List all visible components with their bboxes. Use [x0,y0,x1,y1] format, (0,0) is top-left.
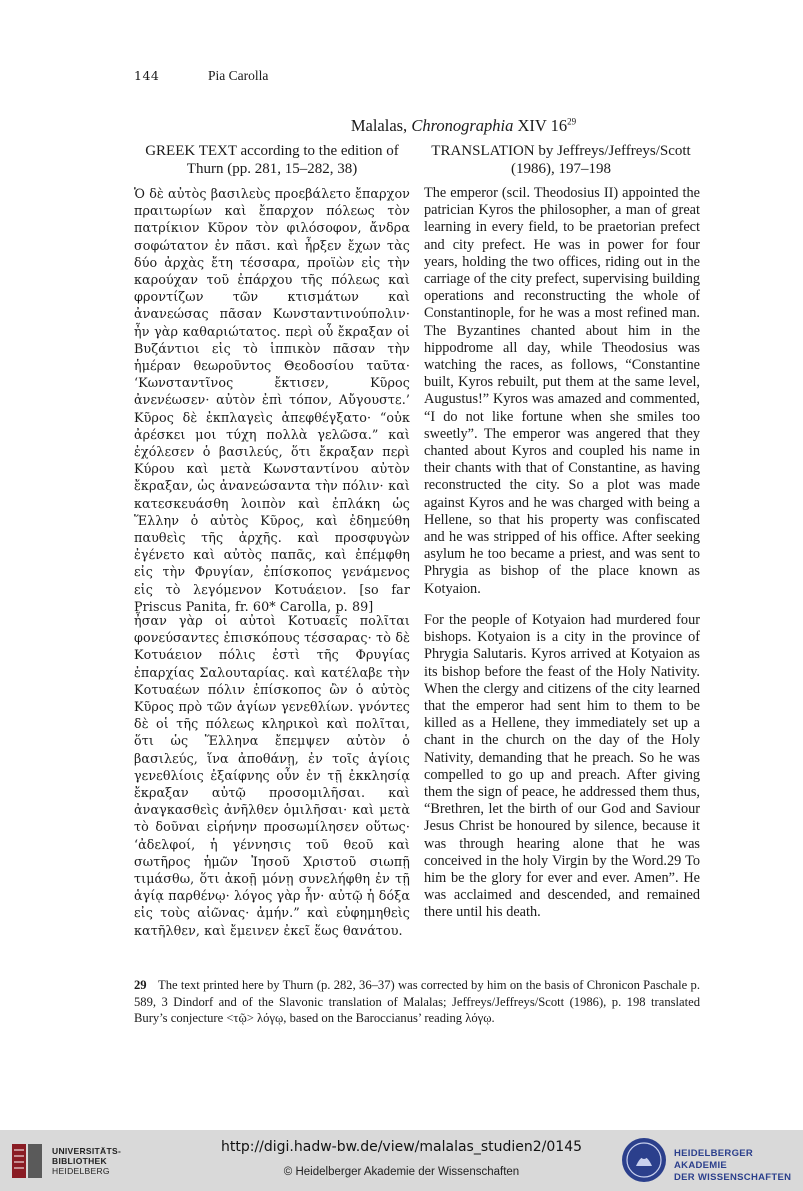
footnote [134,977,700,1027]
academy-logo-line-2: DER WISSENSCHAFTEN [674,1172,792,1183]
running-author: Pia Carolla [207,68,269,83]
greek-paragraph-2: ἦσαν γὰρ οἱ αὐτοὶ Κοτυαεῖς πολῖται φονεύσαντες ἐπισκόπους τέσσαρας· τὸ δὲ Κοτυάειον πόλις ἐστὶ τῆς Φρυγίας ἐπαρχίας Σαλουταρίας. καὶ κατέλαβε τὴν Κοτυαέων πόλιν ἐπίσκοπος ὢν ὁ αὐτὸς Κῦρος πρὸ τῶν ἁγίων γενεθλίων. γνόντες δὲ οἱ τῆς πόλεως κληρικοὶ καὶ πολῖται, ὅτι ὡς Ἕλληνα ἔπεμψεν αὐτὸν ὁ βασιλεύς, ἵνα ἀποθάνῃ, ἐν τοῖς ἁγίοις γενεθλίοις ἐξαίφνης οὖν ἐν τῇ ἐκκλησίᾳ ἔκραξαν αὐτῷ προσομιλῆσαι. καὶ ἀναγκασθεὶς ἀνῆλθεν ὁμιλῆσαι· καὶ μετὰ τὸ δοῦναι εἰρήνην προσωμίλησεν οὕτως· ‘ἀδελφοί, ἡ γέννησις τοῦ θεοῦ καὶ σωτῆρος ἡμῶν Ἰησοῦ Χριστοῦ σιωπῇ τιμάσθω, ὅτι ἀκοῇ μόνῃ συνελήφθη ἐν τῇ ἁγίᾳ παρθένῳ· λόγος γὰρ ἦν· αὐτῷ ἡ δόξα εἰς τοὺς αἰῶνας· ἀμήν.” καὶ εὐφημηθεὶς κατῆλθεν, καὶ ἔμεινεν ἐκεῖ ἕως θανάτου. [134,613,410,938]
library-logo-line-1: UNIVERSITÄTS- [52,1146,122,1156]
permalink-url[interactable]: http://digi.hadw-bw.de/view/malalas_studien2/0145 [220,1139,583,1155]
translation-column-heading: TRANSLATION by Jeffreys/Jeffreys/Scott (1986), 197–198 [431,143,691,177]
academy-seal-icon [620,1136,668,1184]
academy-logo[interactable] [620,1136,800,1186]
library-logo-line-3: HEIDELBERG [52,1166,110,1176]
footnote-number: 29 [134,978,147,992]
title-work: Chronographia [411,116,514,135]
section-title [62,116,803,136]
academy-logo-text [674,1148,800,1184]
title-footnote-ref[interactable]: 29 [567,116,577,127]
translation-paragraph-2: For the people of Kotyaion had murdered four bishops. Kotyaion is a city in the province of Phrygia Salutaris. Kyros arrived at Kotyaion as its bishop before the feast of the Holy Nativity. When the clergy and citizens of the city learned that the emperor had sent him to them to be killed as a Hellene, they immediately set up a chant in the church on the day of the Holy Nativity, demanding that he preach. So he was compelled to go up and preach. After giving them the sign of peace, he addressed them thus, “Brethren, let the birth of our God and Saviour Jesus Christ be honoured by silence, because it was through hearing alone that he was conceived in the holy Virgin by the Word.29 To him be the glory for ever and ever. Amen”. He was acclaimed and descended, and remained there until his death. [424,612,700,921]
greek-paragraph-1: Ὁ δὲ αὐτὸς βασιλεὺς προεβάλετο ἔπαρχον πραιτωρίων καὶ ἔπαρχον πόλεως τὸν πατρίκιον Κῦρον τὸν φιλόσοφον, ἄνδρα σοφώτατον ἐν πᾶσι. καὶ ἦρξεν ἔχων τὰς δύο ἀρχὰς ἔτη τέσσαρα, προϊὼν εἰς τὴν καρούχαν τοῦ ἐπάρχου τῆς πόλεως καὶ φροντίζων τῶν κτισμάτων καὶ ἀνανεώσας πᾶσαν Κωνσταντινούπολιν· ἦν γὰρ καθαριώτατος. περὶ οὗ ἔκραξαν οἱ Βυζάντιοι εἰς τὸ ἱππικὸν πᾶσαν τὴν ἡμέραν θεωροῦντος Θεοδοσίου ταῦτα· ‘Κωνσταντῖνος ἔκτισεν, Κῦρος ἀνενέωσεν· αὐτὸν ἐπὶ τόπον, Αὔγουστε.’ Κῦρος δὲ ἐκπλαγεὶς ἀπεφθέγξατο· “οὐκ ἀρέσκει μοι τύχη πολλὰ γελῶσα.” καὶ ἐχόλεσεν ὁ βασιλεύς, ὅτι ἔκραξαν περὶ Κύρου καὶ μετὰ Κωνσταντίνου αὐτὸν ἔκραξαν, ὡς ἀνανεώσαντα τὴν πόλιν· καὶ κατεσκευάσθη λοιπὸν καὶ ἐπλάκη ὡς Ἕλλην ὁ αὐτὸς Κῦρος, καὶ ἐδημεύθη παυθεὶς τῆς ἀρχῆς. καὶ προσφυγὼν ἐγένετο καὶ αὐτὸς παπᾶς, καὶ ἐπέμφθη εἰς τὴν Φρυγίαν, ἐπίσκοπος γενάμενος εἰς τὸ λεγόμενον Κοτυάειον. [so far Priscus Panita, fr. 60* Carolla, p. 89] [134,186,410,614]
title-suffix: XIV 16 [513,116,568,135]
academy-logo-line-1: HEIDELBERGER AKADEMIE [674,1148,754,1171]
running-header [134,68,268,84]
page-number: 144 [134,68,160,83]
copyright-notice: © Heidelberger Akademie der Wissenschaften [283,1166,520,1178]
footnote-text: The text printed here by Thurn (p. 282, 36–37) was corrected by him on the basis of Chronicon Paschale p. 589, 3 Dindorf and of the Slavonic translation of Malalas; Jeffreys/Jeffreys/Scott (1986), p. 198 translated Bury’s conjecture <τῷ> λόγῳ, based on the Baroccianus’ reading λόγῳ. [134,978,700,1026]
viewer-footer [0,1130,803,1191]
library-logo-line-2: BIBLIOTHEK [52,1156,107,1166]
greek-column-heading: GREEK TEXT according to the edition of Thurn (pp. 281, 15–282, 38) [145,143,399,177]
title-prefix: Malalas, [350,116,412,135]
translation-paragraph-1: The emperor (scil. Theodosius II) appointed the patrician Kyros the philosopher, a man of great learning in every field, to be praetorian prefect and city prefect. He was in power for four years, holding the two offices, riding out in the carriage of the city prefect, supervising building operations and reconstructing the whole of Constantinople, for he was a most refined man. The Byzantines chanted about him in the hippodrome all day, while Theodosius was watching the races, as follows, “Constantine built, Kyros rebuilt, put them at the same level, Augustus!” Kyros was amazed and commented, “I do not like fortune when she smiles too sweetly”. The emperor was angered that they chanted about Kyros and coupled his name in their chants with that of Constantine, as having reconstructed the city. So a plot was made against Kyros and he was charged with being a Hellene, so that his property was confiscated and he was stripped of his office. After seeking asylum he too became a priest, and was sent to Phrygia as bishop of the place known as Kotyaion. [424,185,700,597]
